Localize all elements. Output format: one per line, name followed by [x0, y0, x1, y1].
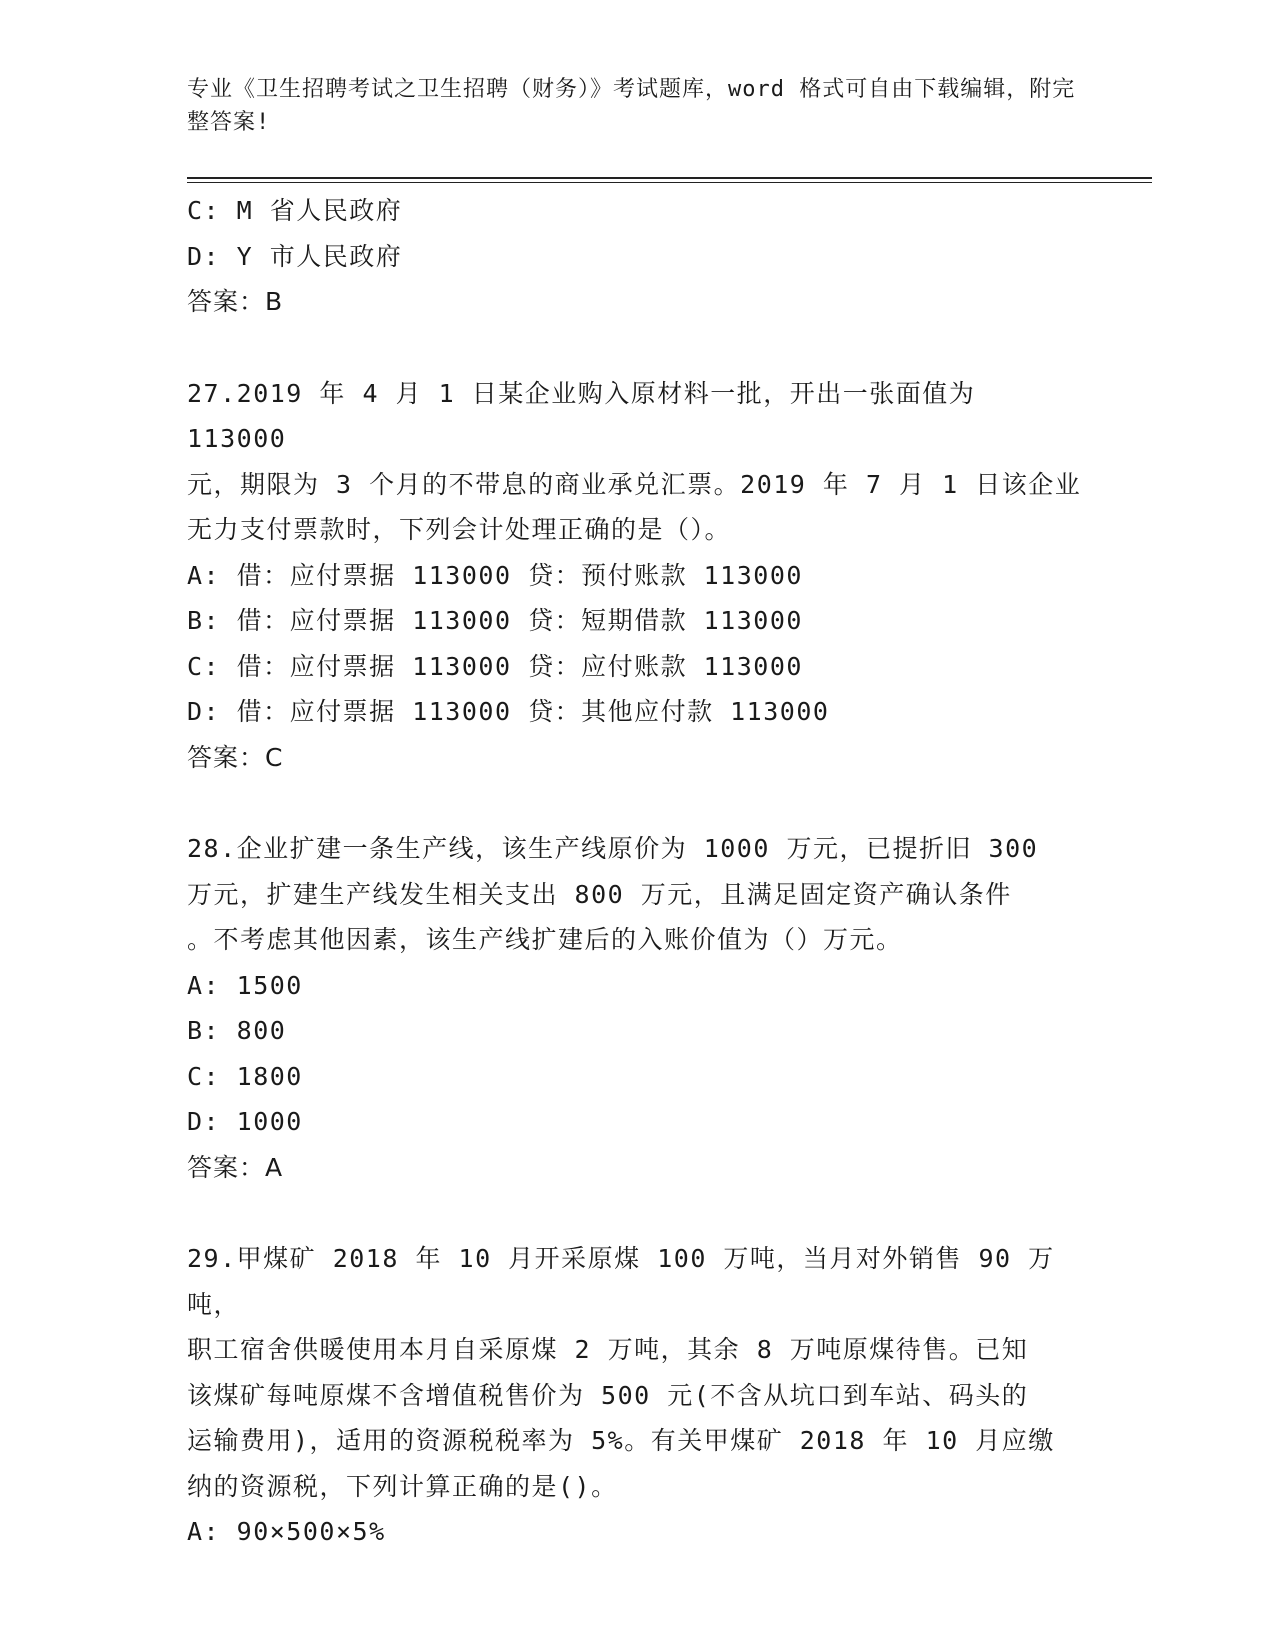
- answer-line: 答案：C: [187, 742, 284, 772]
- option-b: B: 800: [187, 1016, 287, 1045]
- answer-line: 答案：B: [187, 287, 284, 316]
- question-list: [187, 188, 1087, 1555]
- option-a: A: 90×500×5%: [187, 1517, 386, 1546]
- question-text: 28.企业扩建一条生产线，该生产线原价为 1000 万元，已提折旧 300 万元，扩建生产线发生相关支出 800 万元，且满足固定资产确认条件 。不考虑其他因素，该生产线扩建后的入账价值为（）万元。: [187, 834, 1039, 954]
- option-d: D: 1000: [187, 1107, 303, 1136]
- question-27: [187, 371, 1087, 781]
- option-c: C: 1800: [187, 1061, 303, 1091]
- option-a: A: 借：应付票据 113000 贷：预付账款 113000: [187, 560, 803, 590]
- question-29: [187, 1236, 1087, 1555]
- option-d: D: Y 市人民政府: [187, 241, 403, 271]
- previous-question-tail: [187, 188, 1087, 325]
- question-text: 29.甲煤矿 2018 年 10 月开采原煤 100 万吨，当月对外销售 90 万吨， 职工宿舍供暖使用本月自采原煤 2 万吨，其余 8 万吨原煤待售。已知 该煤矿每吨原煤不含增值税售价为 500 元(不含从坑口到车站、码头的 运输费用)，适用的资源税税率为 5%。有关甲煤矿 2018 年 10 月应缴 纳的资源税，下列计算正确的是()。: [187, 1244, 1055, 1501]
- header-divider-thin: [187, 182, 1152, 183]
- option-d: D: 借：应付票据 113000 贷：其他应付款 113000: [187, 697, 830, 726]
- question-text: 27.2019 年 4 月 1 日某企业购入原材料一批，开出一张面值为 113000 元，期限为 3 个月的不带息的商业承兑汇票。2019 年 7 月 1 日该企业 无力支付票款时，下列会计处理正确的是（）。: [187, 378, 1082, 544]
- option-b: B: 借：应付票据 113000 贷：短期借款 113000: [187, 606, 803, 635]
- option-c: C: 借：应付票据 113000 贷：应付账款 113000: [187, 651, 803, 681]
- header-divider: [187, 177, 1152, 179]
- question-28: [187, 826, 1087, 1190]
- answer-line: 答案：A: [187, 1152, 284, 1182]
- option-c: C: M 省人民政府: [187, 196, 403, 225]
- document-header: 专业《卫生招聘考试之卫生招聘（财务）》考试题库，word 格式可自由下载编辑，附完整答案!: [187, 77, 1076, 135]
- option-a: A: 1500: [187, 970, 303, 1000]
